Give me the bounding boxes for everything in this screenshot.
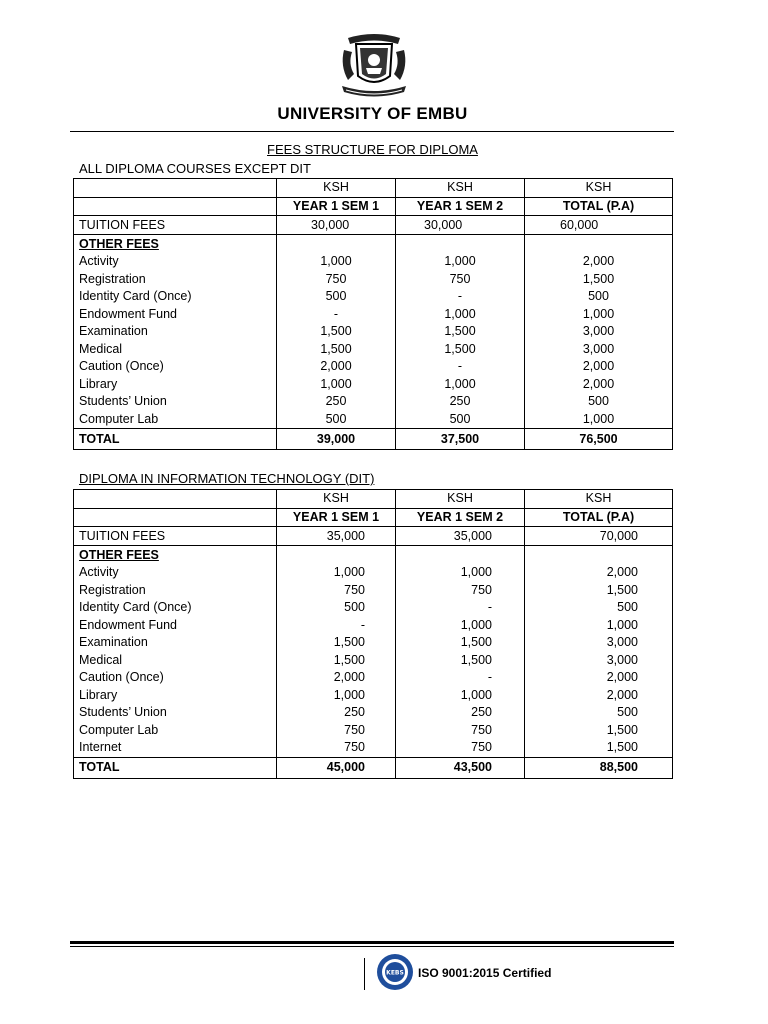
cell-value: 250 (277, 704, 396, 722)
cell-value: 1,500 (525, 739, 673, 757)
table-row (74, 271, 673, 289)
section2-heading: DIPLOMA IN INFORMATION TECHNOLOGY (DIT) (79, 471, 375, 486)
cell-value: 60,000 (525, 216, 673, 235)
table-row (74, 739, 673, 757)
kebs-iso-seal-icon (375, 952, 415, 992)
table-row (74, 652, 673, 670)
row-label: Examination (74, 323, 277, 341)
cell-value: 500 (396, 411, 525, 429)
cell-value: 750 (396, 739, 525, 757)
cell-value: 30,000 (396, 216, 525, 235)
cell-value: 500 (277, 411, 396, 429)
cell-value: 750 (277, 582, 396, 600)
cell-value: 2,000 (525, 253, 673, 271)
table-row (74, 358, 673, 376)
table-row (74, 393, 673, 411)
cell-value: 250 (277, 393, 396, 411)
cell-value: 1,500 (396, 652, 525, 670)
cell-value: 1,500 (525, 722, 673, 740)
cell-value: 1,500 (525, 582, 673, 600)
cell-value: 2,000 (525, 564, 673, 582)
other-fees-row (74, 235, 673, 254)
cell-value: - (277, 617, 396, 635)
row-label: Students’ Union (74, 704, 277, 722)
cell-value: 1,000 (396, 564, 525, 582)
row-label: Caution (Once) (74, 358, 277, 376)
cell-value: 2,000 (277, 669, 396, 687)
cell-value: 3,000 (525, 341, 673, 359)
cell-value: 1,000 (277, 376, 396, 394)
header-divider (70, 131, 674, 132)
table-row (74, 376, 673, 394)
table-row (74, 599, 673, 617)
cell-value: 500 (525, 704, 673, 722)
row-label: Caution (Once) (74, 669, 277, 687)
row-label: Library (74, 376, 277, 394)
cell-value: 1,000 (396, 617, 525, 635)
total-value: 45,000 (277, 757, 396, 778)
cell-value: 2,000 (525, 687, 673, 705)
cell-value: - (277, 306, 396, 324)
other-fees-row (74, 546, 673, 565)
cell-value: 35,000 (277, 527, 396, 546)
cell-value: 1,000 (396, 306, 525, 324)
row-label: Medical (74, 341, 277, 359)
row-label: Medical (74, 652, 277, 670)
currency-label: KSH (396, 490, 525, 509)
cell-value: 3,000 (525, 634, 673, 652)
table-row (74, 306, 673, 324)
total-value: 88,500 (525, 757, 673, 778)
cell-value: 1,500 (396, 341, 525, 359)
cell-value: 1,500 (525, 271, 673, 289)
cell-value: 30,000 (277, 216, 396, 235)
table-row (74, 527, 673, 546)
row-label: Registration (74, 271, 277, 289)
total-label: TOTAL (74, 757, 277, 778)
cell-value: 750 (396, 722, 525, 740)
currency-label: KSH (396, 179, 525, 198)
cell-value: 1,000 (396, 376, 525, 394)
total-value: 76,500 (525, 429, 673, 450)
total-value: 43,500 (396, 757, 525, 778)
cell-value: 500 (525, 393, 673, 411)
currency-row (74, 179, 673, 198)
cell-value: - (396, 669, 525, 687)
row-label: Identity Card (Once) (74, 599, 277, 617)
table-row (74, 704, 673, 722)
total-row (74, 757, 673, 778)
cell-value: 1,500 (277, 341, 396, 359)
footer-divider-thin (70, 946, 674, 947)
cell-value: 1,000 (277, 253, 396, 271)
currency-label: KSH (525, 490, 673, 509)
column-header-row (74, 197, 673, 216)
table-row (74, 216, 673, 235)
cell-value: 70,000 (525, 527, 673, 546)
row-label: Internet (74, 739, 277, 757)
cell-value: 2,000 (525, 358, 673, 376)
row-label: TUITION FEES (74, 527, 277, 546)
column-header: YEAR 1 SEM 2 (396, 197, 525, 216)
other-fees-label: OTHER FEES (74, 235, 277, 254)
table-row (74, 634, 673, 652)
table-row (74, 253, 673, 271)
footer-vertical-bar (364, 958, 365, 990)
row-label: Activity (74, 253, 277, 271)
total-row (74, 429, 673, 450)
cell-value: 750 (277, 722, 396, 740)
table-row (74, 341, 673, 359)
row-label: Activity (74, 564, 277, 582)
column-header: YEAR 1 SEM 1 (277, 508, 396, 527)
row-label: Computer Lab (74, 411, 277, 429)
cell-value: 750 (277, 739, 396, 757)
cell-value: 1,500 (396, 634, 525, 652)
cell-value: 2,000 (525, 669, 673, 687)
fees-table-all-diploma (73, 178, 673, 450)
row-label: Endowment Fund (74, 617, 277, 635)
cell-value: 1,500 (277, 652, 396, 670)
table-row (74, 722, 673, 740)
table-row (74, 564, 673, 582)
table-row (74, 669, 673, 687)
cell-value: 1,000 (525, 411, 673, 429)
university-name: UNIVERSITY OF EMBU (277, 104, 468, 123)
column-header: YEAR 1 SEM 1 (277, 197, 396, 216)
total-value: 37,500 (396, 429, 525, 450)
cell-value: 2,000 (277, 358, 396, 376)
table-row (74, 323, 673, 341)
cell-value: 750 (396, 271, 525, 289)
seal-text: KEBS (386, 969, 404, 977)
cell-value: 3,000 (525, 323, 673, 341)
cell-value: 500 (525, 599, 673, 617)
cell-value: 1,000 (277, 564, 396, 582)
cell-value: 3,000 (525, 652, 673, 670)
column-header: TOTAL (P.A) (525, 508, 673, 527)
cell-value: 500 (525, 288, 673, 306)
column-header: YEAR 1 SEM 2 (396, 508, 525, 527)
currency-label: KSH (277, 179, 396, 198)
cell-value: 1,000 (277, 687, 396, 705)
cell-value: 1,000 (525, 306, 673, 324)
table-row (74, 687, 673, 705)
cell-value: - (396, 358, 525, 376)
currency-row (74, 490, 673, 509)
cell-value: 2,000 (525, 376, 673, 394)
footer-divider-thick (70, 941, 674, 944)
cell-value: - (396, 288, 525, 306)
cell-value: 500 (277, 288, 396, 306)
cell-value: 35,000 (396, 527, 525, 546)
other-fees-label: OTHER FEES (74, 546, 277, 565)
total-value: 39,000 (277, 429, 396, 450)
total-label: TOTAL (74, 429, 277, 450)
row-label: Students’ Union (74, 393, 277, 411)
row-label: TUITION FEES (74, 216, 277, 235)
row-label: Library (74, 687, 277, 705)
cell-value: 500 (277, 599, 396, 617)
table-row (74, 411, 673, 429)
cell-value: 750 (396, 582, 525, 600)
row-label: Computer Lab (74, 722, 277, 740)
cell-value: 250 (396, 704, 525, 722)
column-header-row (74, 508, 673, 527)
currency-label: KSH (277, 490, 396, 509)
cell-value: 1,000 (396, 687, 525, 705)
fees-table-dit (73, 489, 673, 779)
cell-value: 750 (277, 271, 396, 289)
cell-value: 250 (396, 393, 525, 411)
cell-value: 1,000 (525, 617, 673, 635)
section1-heading: ALL DIPLOMA COURSES EXCEPT DIT (79, 161, 311, 176)
iso-certification-text: ISO 9001:2015 Certified (418, 966, 552, 980)
table-row (74, 617, 673, 635)
row-label: Examination (74, 634, 277, 652)
row-label: Identity Card (Once) (74, 288, 277, 306)
document-title: FEES STRUCTURE FOR DIPLOMA (267, 142, 478, 157)
cell-value: 1,500 (277, 634, 396, 652)
cell-value: - (396, 599, 525, 617)
currency-label: KSH (525, 179, 673, 198)
table-row (74, 582, 673, 600)
row-label: Endowment Fund (74, 306, 277, 324)
cell-value: 1,500 (396, 323, 525, 341)
column-header: TOTAL (P.A) (525, 197, 673, 216)
table-row (74, 288, 673, 306)
university-crest-icon (338, 30, 410, 104)
cell-value: 1,000 (396, 253, 525, 271)
cell-value: 1,500 (277, 323, 396, 341)
row-label: Registration (74, 582, 277, 600)
